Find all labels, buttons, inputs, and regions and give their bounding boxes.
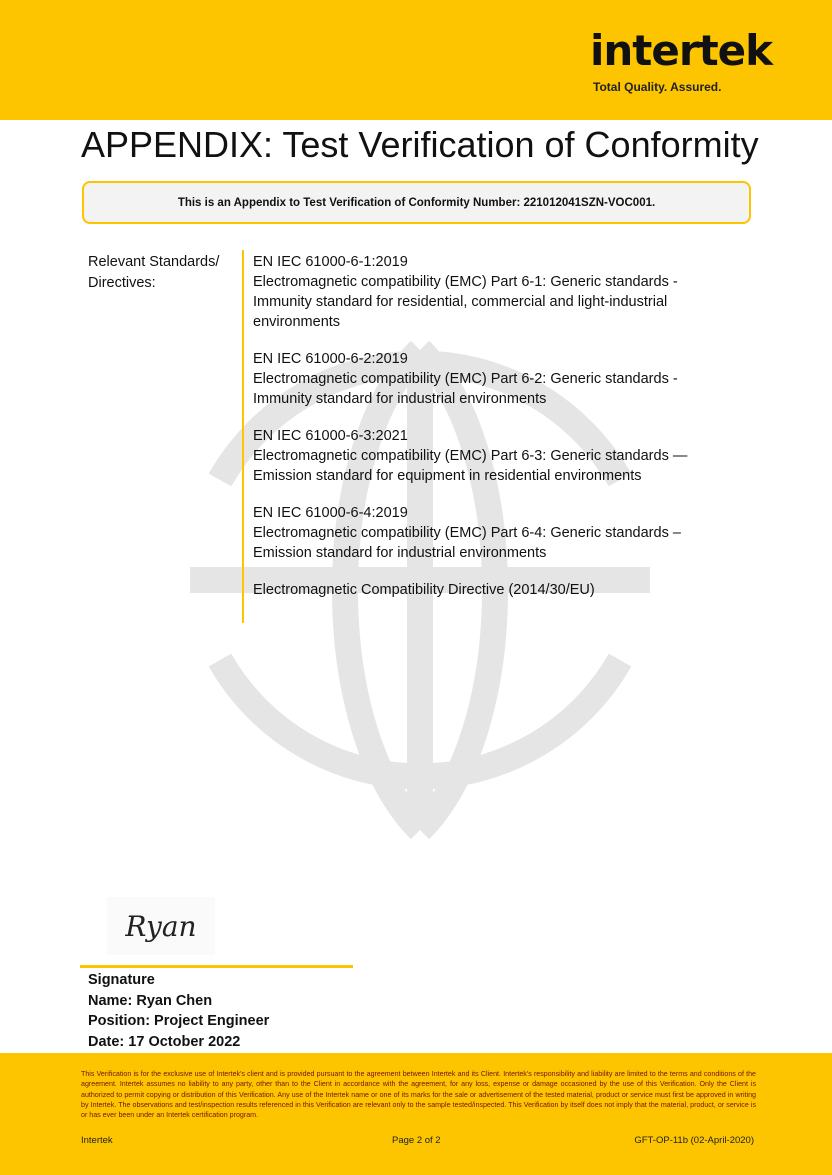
standard-desc: Electromagnetic compatibility (EMC) Part 6-4: Generic standards – Emission standard for industrial environments xyxy=(253,525,681,561)
signer-position: Position: Project Engineer xyxy=(88,1013,270,1029)
standard-code: EN IEC 61000-6-3:2021 xyxy=(253,428,408,444)
standard-item xyxy=(253,426,723,486)
standard-desc: Electromagnetic compatibility (EMC) Part 6-2: Generic standards - Immunity standard for industrial environments xyxy=(253,371,678,407)
standards-list xyxy=(253,252,723,600)
notice-text: This is an Appendix to Test Verification of Conformity Number: 221012041SZN-VOC001. xyxy=(177,196,656,209)
directive: Electromagnetic Compatibility Directive (2014/30/EU) xyxy=(253,582,595,598)
form-number: GFT-OP-11b (02-April-2020) xyxy=(634,1135,754,1146)
label-line: Directives: xyxy=(88,275,156,291)
standard-desc: Electromagnetic compatibility (EMC) Part 6-1: Generic standards - Immunity standard for residential, commercial and light-industrial environments xyxy=(253,274,678,330)
page-title: APPENDIX: Test Verification of Conformity xyxy=(81,124,759,165)
signature-date: Date: 17 October 2022 xyxy=(88,1033,241,1050)
intertek-logo: intertek xyxy=(590,26,773,75)
signer-name: Name: Ryan Chen xyxy=(88,992,213,1009)
standards-label xyxy=(88,252,219,294)
handwritten-signature: Ryan xyxy=(107,897,215,955)
standard-code: EN IEC 61000-6-4:2019 xyxy=(253,505,408,521)
standard-item xyxy=(253,252,723,332)
standard-code: EN IEC 61000-6-2:2019 xyxy=(253,351,408,367)
disclaimer: This Verification is for the exclusive use of Intertek's client and is provided pursuant to the agreement between Intertek and its Client. Intertek's responsibility and liability are limited to the terms and conditions of the agreement. Intertek assumes no liability to any party, other than to the Client in accordance with the agreement, for any loss, expense or damage occasioned by the use of this Verification. Only the Client is authorized to permit copying or distribution of this Verification. Any use of the Intertek name or one of its marks for the sale or advertisement of the tested material, product or service must first be approved in writing by Intertek. The observations and test/inspection results referenced in this Verification are relevant only to the sample tested/inspected. This Verification by itself does not imply that the material, product, or service is or has ever been under an Intertek certification program. xyxy=(81,1070,756,1120)
footer-band xyxy=(0,1053,832,1175)
divider-line xyxy=(242,250,244,623)
signature-line xyxy=(80,965,353,968)
standard-desc: Electromagnetic compatibility (EMC) Part 6-3: Generic standards — Emission standard for equipment in residential environments xyxy=(253,448,688,484)
label-line: Relevant Standards/ xyxy=(88,254,220,270)
standard-code: EN IEC 61000-6-1:2019 xyxy=(253,254,408,270)
signature-block xyxy=(88,970,269,1052)
standard-item xyxy=(253,349,723,409)
page-number: Page 2 of 2 xyxy=(392,1135,441,1146)
signature-heading: Signature xyxy=(88,972,155,988)
standard-item xyxy=(253,503,723,563)
logo-tagline: Total Quality. Assured. xyxy=(593,80,722,94)
appendix-notice xyxy=(82,181,751,224)
header-band xyxy=(0,0,832,120)
footer-company: Intertek xyxy=(81,1135,113,1146)
